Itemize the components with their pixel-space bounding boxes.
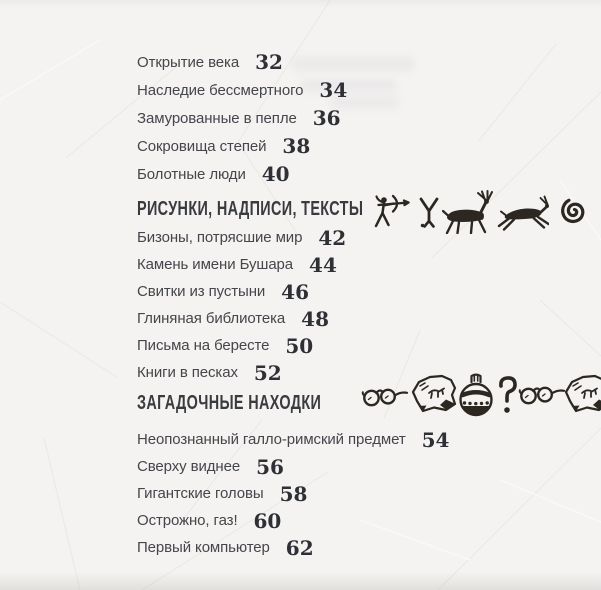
toc-section-mysterious-finds [137, 388, 449, 561]
toc-entry [137, 507, 449, 534]
question-mark-icon [497, 375, 519, 417]
toc-entry-page-number: 36 [312, 106, 341, 130]
toc-entry-page-number: 42 [318, 225, 347, 250]
toc-entry-label: Глиняная библиотека [137, 310, 286, 327]
toc-entry-page-number: 62 [285, 535, 314, 560]
toc-entry-label: Сокровища степей [137, 137, 267, 155]
spiral-petroglyph-icon [553, 192, 591, 230]
toc-entry-page-number: 50 [285, 333, 314, 358]
toc-entry [137, 132, 347, 160]
toc-entry-label: Свитки из пустыни [137, 283, 266, 300]
toc-entry-label: Острожно, газ! [137, 512, 238, 529]
toc-entry [137, 359, 451, 386]
toc-entry-page-number: 58 [279, 481, 308, 506]
toc-entry [137, 534, 449, 561]
toc-entry-label: Болотные люди [137, 165, 246, 183]
painted-rock-icon [410, 373, 458, 415]
round-glasses-icon [518, 381, 566, 407]
toc-entry [137, 426, 449, 453]
page-bottom-shadow [0, 572, 601, 590]
toc-entry-label: Письма на бересте [137, 337, 270, 354]
deer-petroglyph-icon [438, 190, 496, 234]
toc-entry-label: Наследие бессмертного [137, 81, 304, 99]
toc-entry [137, 332, 451, 359]
toc-entry [137, 305, 451, 332]
toc-entry [137, 480, 449, 507]
round-glasses-icon [361, 383, 409, 409]
toc-entry-page-number: 54 [421, 427, 450, 452]
decorated-vessel-icon [457, 372, 495, 419]
toc-entry-label: Бизоны, потрясшие мир [137, 229, 303, 246]
toc-entry-label: Сверху виднее [137, 458, 241, 475]
toc-entry-label: Камень имени Бушара [137, 256, 294, 273]
toc-entry [137, 278, 451, 305]
toc-entry [137, 160, 347, 188]
toc-entry-page-number: 34 [319, 78, 348, 102]
toc-entry-page-number: 32 [255, 50, 283, 74]
toc-entry-label: Неопознанный галло-римский предмет [137, 431, 406, 448]
painted-rock-icon [563, 373, 601, 415]
toc-entry-label: Первый компьютер [137, 539, 270, 556]
toc-entry-page-number: 46 [281, 279, 309, 304]
toc-entry [137, 48, 347, 76]
toc-entry-label: Гигантские головы [137, 485, 264, 502]
toc-entry-page-number: 56 [256, 454, 284, 479]
toc-entry-page-number: 60 [253, 508, 282, 533]
toc-entry-label: Замурованные в пепле [137, 109, 297, 127]
section-heading: ЗАГАДОЧНЫЕ НАХОДКИ [137, 392, 322, 414]
toc-entry-label: Открытие века [137, 53, 240, 71]
page-edge-shading [0, 0, 601, 8]
toc-entry-label: Книги в песках [137, 364, 238, 381]
toc-entry [137, 76, 347, 104]
toc-section-discoveries [137, 48, 347, 188]
toc-entry-page-number: 40 [261, 162, 290, 186]
toc-entry-page-number: 44 [309, 252, 337, 277]
toc-entry-page-number: 48 [301, 306, 329, 331]
section-heading: РИСУНКИ, НАДПИСИ, ТЕКСТЫ [137, 198, 364, 220]
toc-entry [137, 453, 449, 480]
toc-entry-page-number: 52 [253, 360, 282, 385]
archer-petroglyph-icon [372, 193, 414, 231]
toc-entry [137, 251, 451, 278]
leaping-deer-petroglyph-icon [497, 193, 549, 233]
toc-entry [137, 104, 347, 132]
toc-entry-page-number: 38 [282, 134, 311, 158]
